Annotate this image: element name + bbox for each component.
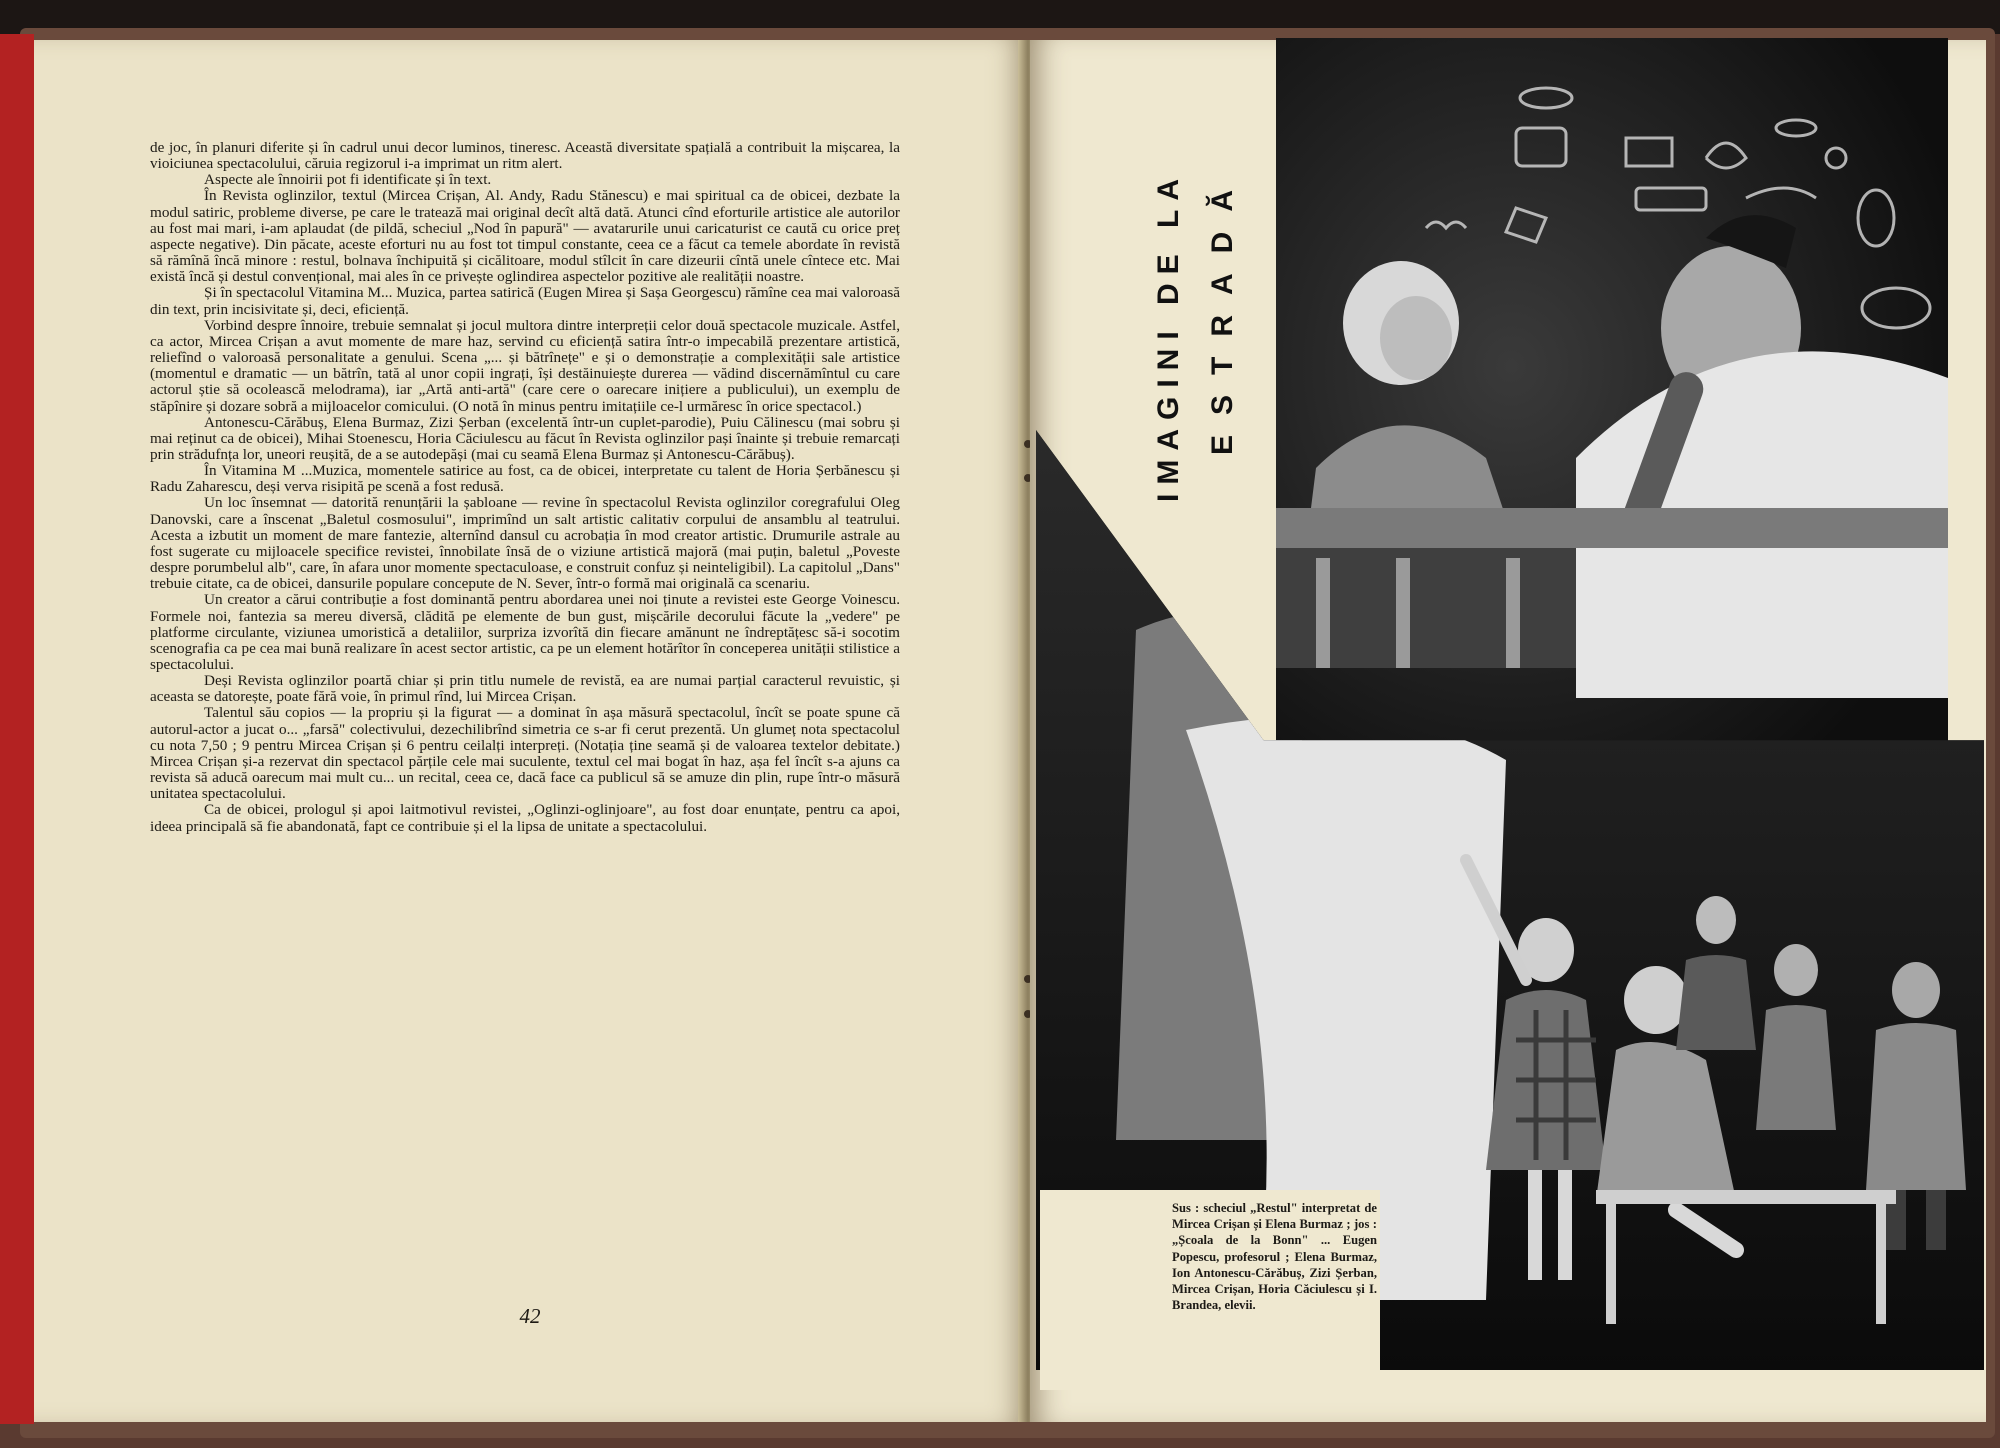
- section-title: [1130, 170, 1260, 502]
- photo-caption: Sus : scheciul „Restul" interpretat de Mircea Crișan și Elena Burmaz ; jos : „Școala de la Bonn" ... Eugen Popescu, profesorul ; Elena Burmaz, Ion Antonescu-Cărăbuș, Zizi Șerban, Mircea Crișan, Horia Căciulescu și I. Brandea, elevii.: [1172, 1201, 1377, 1313]
- article-text: [150, 140, 900, 835]
- paragraph: În Vitamina M ...Muzica, momentele satirice au fost, ca de obicei, interpretate cu talent de Horia Șerbănescu și Radu Zaharescu, deși verva risipită pe scenă a fost redusă.: [150, 462, 900, 496]
- paragraph: În Revista oglinzilor, textul (Mircea Crișan, Al. Andy, Radu Stănescu) e mai spiritual ca de obicei, dezbate la modul satiric, probleme diverse, pe care le tratează mai original decît altă dată. Atunci cînd eforturile artistice ale autorilor au fost mai mari, i-am aplaudat (de pildă, scheciul „Nod în papură" — avatarurile unui caricaturist ce caută cu orice preț aspecte negative). Din păcate, aceste eforturi nu au fost tot timpul constante, ceea ce a făcut ca temele abordate în revistă să rămînă încă minore : restul, bolnava închipuită și cicălitoare, modul stîlcit în care dizeurii cîntă unele cîntece etc. Mai există încă și destul convențional, mai ales în ce privește oglindirea aspectelor pozitive ale realității noastre.: [150, 187, 900, 286]
- paragraph: Vorbind despre înnoire, trebuie semnalat și jocul multora dintre interpreții celor două spectacole muzicale. Astfel, ca actor, Mircea Crișan a avut momente de mare haz, servind cu eficiență satira într-o impecabilă prezentare artistică, reliefînd o valoroasă personalitate a genului. Scena „... și bătrînețe" e și o demonstrație a complexității sale artistice (momentul e dramatic — un bătrîn, tată al unor copii ingrați, își destăinuiește durerea — vădind discernămîntul cu care actorul știe să ocolească melodrama), iar „Artă anti-artă" (care cere o oarecare inițiere a publicului), un exemplu de stăpînire și dozare sobră a mijloacelor comicului. (O notă în minus pentru imitațiile ce-l urmăresc în orice spectacol.): [150, 316, 900, 415]
- cover-red-edge: [0, 34, 34, 1424]
- paragraph: Deși Revista oglinzilor poartă chiar și prin titlu numele de revistă, ea are numai parțial caracterul revuistic, și aceasta se datorește, poate fără voie, în primul rînd, lui Mircea Crișan.: [150, 672, 900, 706]
- photo-illustration: [1276, 38, 1948, 768]
- title-line-1: IMAGINI DE LA: [1152, 170, 1185, 502]
- paragraph: Talentul său copios — la propriu și la figurat — a dominat în așa măsură spectacolul, încît se poate spune că autorul-actor a jucat o... „farsă" colectivului, dezechilibrînd simetria ce s-ar fi cerut prezentă. Un glumeț nota spectacolul cu nota 7,50 ; 9 pentru Mircea Crișan și 6 pentru ceilalți interpreți. (Notația ține seamă și de valoarea textelor debitate.) Mircea Crișan și-a rezervat din spectacol părțile cele mai suculente, textul cel mai bogat în haz, așa fel încît s-a ajuns ca revista să aducă oarecum mai mult cu... un recital, ceea ce, dacă face ca publicul să se amuze din plin, rupe într-o măsură unitatea spectacolului.: [150, 704, 900, 803]
- paragraph: Un creator a cărui contribuție a fost dominantă pentru abordarea unei noi ținute a revistei este George Voinescu. Formele noi, fantezia sa mereu diversă, clădită pe elemente de bun gust, mișcările decorului făcute la „vedere" pe platforme circulante, viziunea umoristică a detaliilor, surpriza izvorîtă din fiecare amănunt ne îndreptățesc să-i socotim scenografia ca pe cea mai bună realizare în acest sector artistic, ca pe un element hotărîtor în conceperea unității stilistice a spectacolului.: [150, 591, 900, 673]
- paragraph: de joc, în planuri diferite și în cadrul unui decor luminos, tineresc. Această diversitate spațială a contribuit la mișcarea, la vioiciunea spectacolului, căruia regizorul i-a imprimat un ritm alert.: [150, 139, 900, 173]
- title-line-2: ESTRADĂ: [1206, 170, 1239, 456]
- paragraph: Ca de obicei, prologul și apoi laitmotivul revistei, „Oglinzi-oglinjoare", au fost doar enunțate, pentru ca apoi, ideea principală să fie abandonată, fapt ce contribuie și el la lipsa de unitate a spectacolului.: [150, 801, 900, 835]
- paragraph: Aspecte ale înnoirii pot fi identificate și în text.: [204, 171, 492, 189]
- photo-restul-sketch: [1276, 38, 1948, 768]
- paragraph: Antonescu-Cărăbuș, Elena Burmaz, Zizi Șerban (excelentă într-un cuplet-parodie), Puiu Călinescu (mai sobru și mai reținut ca de obicei), Mihai Stoenescu, Horia Căciulescu au făcut în Revista oglinzilor pași înainte și trebuie remarcați prin strădufnța lor, uneori reușită, de a se autodepăși (mai cu seamă Elena Burmaz și Antonescu-Cărăbuș).: [150, 413, 900, 463]
- paragraph: Și în spectacolul Vitamina M... Muzica, partea satirică (Eugen Mirea și Sașa Georgescu) rămîne cea mai valoroasă din text, prin incisivitate și, deci, eficiență.: [150, 284, 900, 318]
- page-number: 42: [519, 1304, 541, 1328]
- paragraph: Un loc însemnat — datorită renunțării la șabloane — revine în spectacolul Revista oglinzilor coregrafului Oleg Danovski, care a înscenat „Baletul cosmosului", imprimînd un salt artistic calitativ corpului de ansamblu al teatrului. Acesta a izbutit un moment de mare fantezie, alternînd dansul cu acrobația în mod creator artistic. Drumurile astrale au fost sugerate cu mijloacele specifice revistei, înnobilate însă de o viziune artistică majoră (mai puțin, baletul „Poveste despre porumbelul alb", care, în afara unor momente spectaculoase, e construit confuz și neinteligibil). La capitolul „Dans" trebuie citate, ca de obicei, dansurile populare concepute de N. Sever, într-o formă mai originală ca scenariu.: [150, 494, 900, 593]
